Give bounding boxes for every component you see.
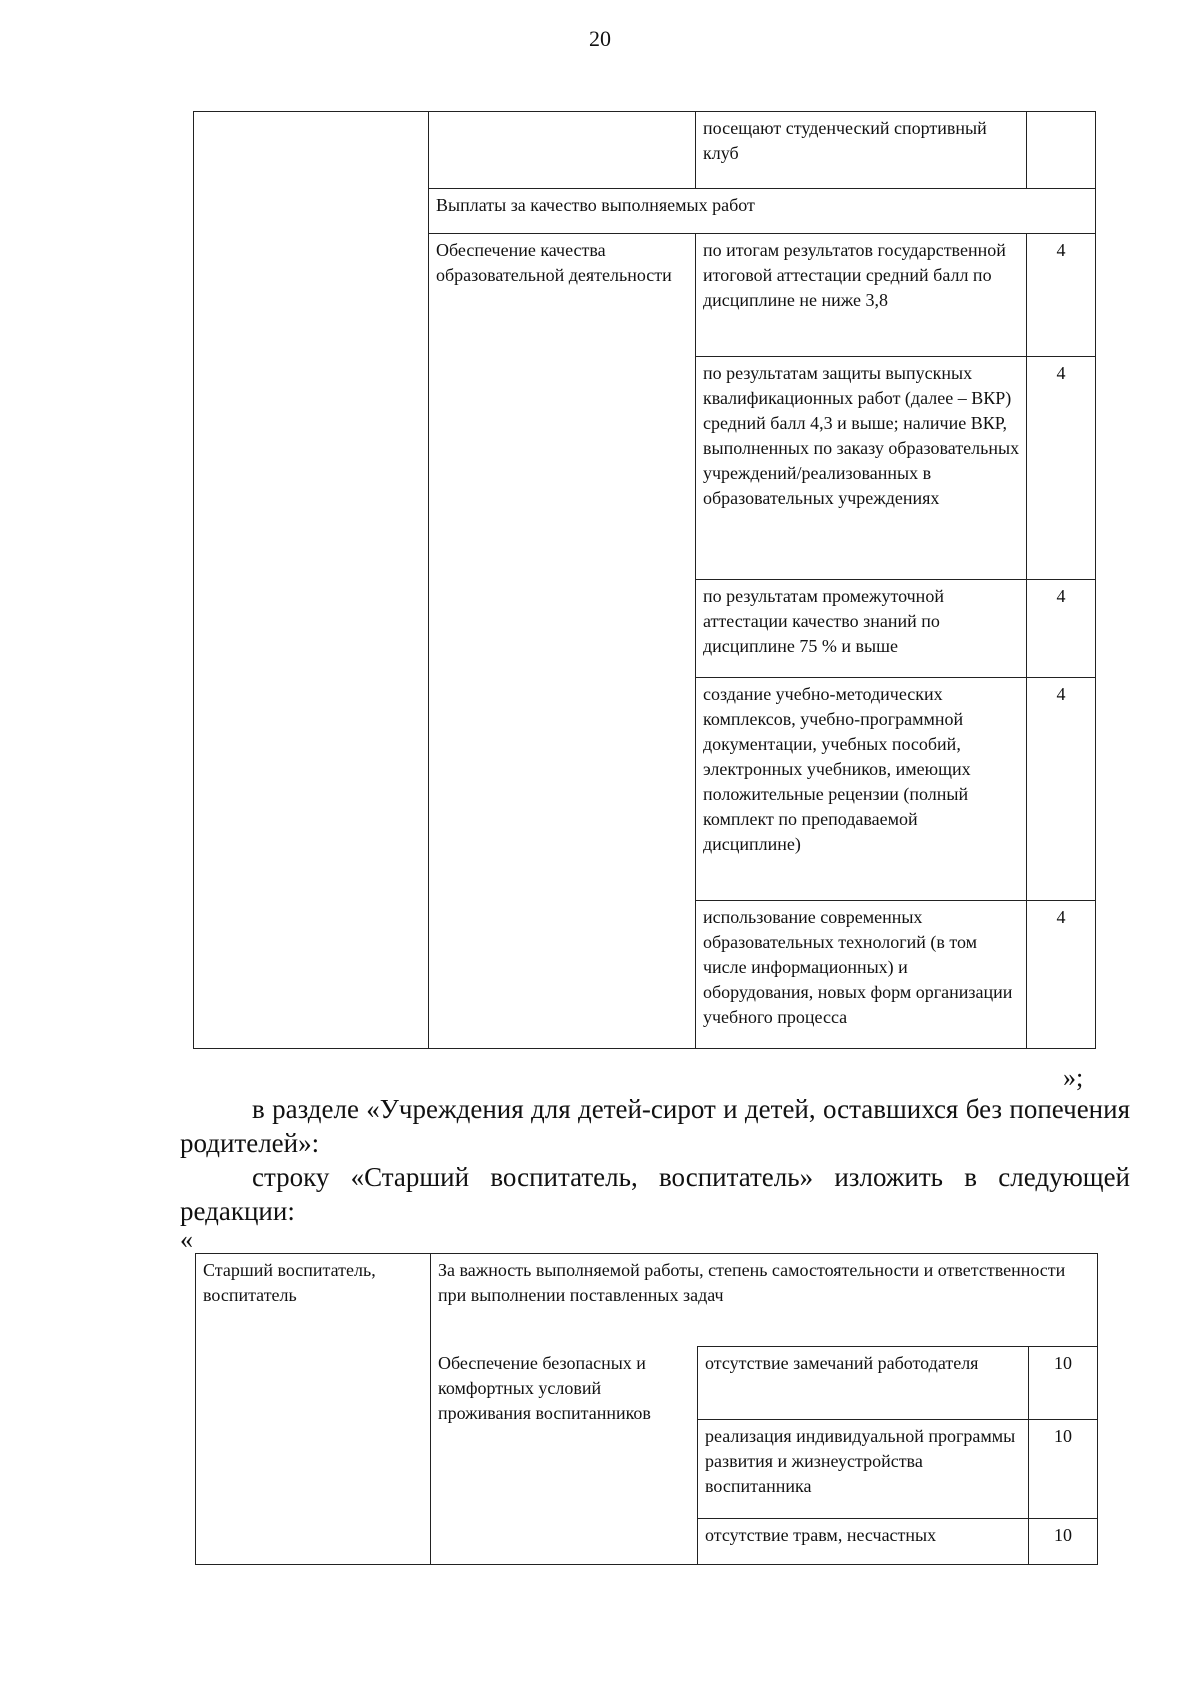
- indicator-cell: отсутствие замечаний работодателя: [698, 1347, 1029, 1420]
- points-cell: 4: [1027, 580, 1096, 678]
- indicator-cell: по результатам промежуточной аттестации качество знаний по дисциплине 75 % и выше: [696, 580, 1027, 678]
- points-cell: [1027, 112, 1096, 189]
- educator-table: [195, 1253, 1098, 1565]
- opening-quote: «: [180, 1225, 193, 1254]
- indicator-cell: использование современных образовательных технологий (в том числе информационных) и оборудования, новых форм организации учебного процесса: [696, 901, 1027, 1049]
- paragraph-section-reference: [180, 1092, 1130, 1160]
- points-cell: 10: [1029, 1347, 1098, 1420]
- indicator-cell: по итогам результатов государственной итоговой аттестации средний балл по дисциплине не ниже 3,8: [696, 234, 1027, 357]
- empty-criterion-cell: [429, 112, 696, 189]
- points-cell: 4: [1027, 678, 1096, 901]
- indicator-cell: по результатам защиты выпускных квалификационных работ (далее – ВКР) средний балл 4,3 и выше; наличие ВКР, выполненных по заказу образовательных учреждений/реализованных в образовательных учреждениях: [696, 357, 1027, 580]
- indicator-cell: реализация индивидуальной программы развития и жизнеустройства воспитанника: [698, 1420, 1029, 1519]
- paragraph-text: строку «Старший воспитатель, воспитатель» изложить в следующей редакции:: [180, 1162, 1130, 1226]
- indicator-cell: отсутствие травм, несчастных: [698, 1519, 1029, 1565]
- criterion-cell: Обеспечение качества образовательной деятельности: [429, 234, 696, 1049]
- points-cell: 4: [1027, 357, 1096, 580]
- position-cell: Старший воспитатель, воспитатель: [196, 1254, 431, 1565]
- points-cell: 4: [1027, 901, 1096, 1049]
- table-row: [194, 112, 1096, 189]
- table-row: [196, 1254, 1098, 1347]
- payments-table-continued: [193, 111, 1096, 1049]
- paragraph-text: в разделе «Учреждения для детей-сирот и детей, оставшихся без попечения родителей»:: [180, 1094, 1130, 1158]
- indicator-cell: посещают студенческий спортивный клуб: [696, 112, 1027, 189]
- section-header: За важность выполняемой работы, степень самостоятельности и ответственности при выполнении поставленных задач: [431, 1254, 1098, 1347]
- points-cell: 10: [1029, 1420, 1098, 1519]
- section-header: Выплаты за качество выполняемых работ: [429, 189, 1096, 234]
- criterion-cell: Обеспечение безопасных и комфортных условий проживания воспитанников: [431, 1347, 698, 1565]
- points-cell: 10: [1029, 1519, 1098, 1565]
- indicator-cell: создание учебно-методических комплексов, учебно-программной документации, учебных пособий, электронных учебников, имеющих положительные рецензии (полный комплект по преподаваемой дисциплине): [696, 678, 1027, 901]
- page-number: 20: [589, 26, 611, 51]
- closing-quote: »;: [1063, 1063, 1084, 1092]
- points-cell: 4: [1027, 234, 1096, 357]
- paragraph-edit-instruction: [180, 1160, 1130, 1228]
- position-cell: [194, 112, 429, 1049]
